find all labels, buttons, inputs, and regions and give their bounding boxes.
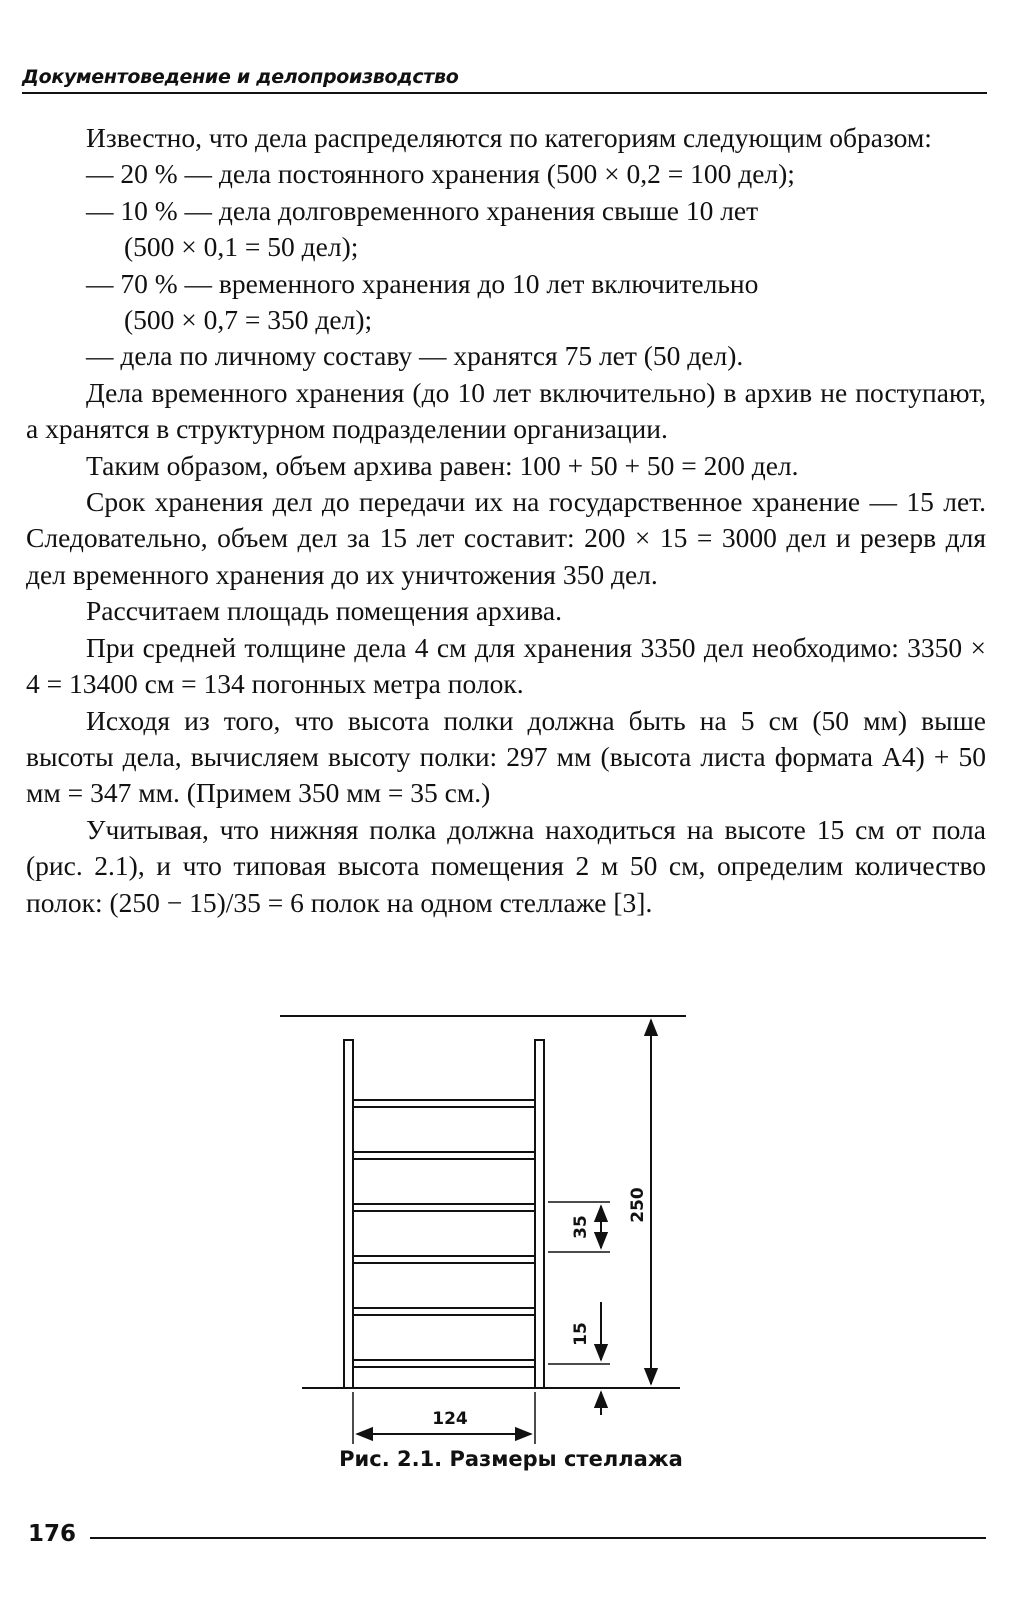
paragraph: Исходя из того, что высота полки должна быть на 5 см (50 мм) выше высоты дела, вычисляем высоту полки: 297 мм (высота листа формата А4) + 50 мм = 347 мм. (Примем 350 мм = 35 см.) xyxy=(26,704,986,809)
paragraph: При средней толщине дела 4 см для хранения 3350 дел необходимо: 3350 × 4 = 13400 см = 134 погонных метра полок. xyxy=(26,631,986,700)
dim-shelf-spacing-label: 35 xyxy=(571,1215,591,1239)
list-item: — 20 % — дела постоянного хранения (500 × 0,2 = 100 дел); xyxy=(86,158,795,190)
paragraph: Дела временного хранения (до 10 лет включительно) в архив не поступают, а хранятся в структурном подразделении организации. xyxy=(26,376,986,445)
page-footer xyxy=(24,1517,986,1557)
figure-caption: Рис. 2.1. Размеры стеллажа xyxy=(339,1447,683,1471)
paragraph: Учитывая, что нижняя полка должна находиться на высоте 15 см от пола (рис. 2.1), и что типовая высота помещения 2 м 50 см, определим количество полок: (250 − 15)/35 = 6 полок на одном стеллаже [3]. xyxy=(26,813,986,918)
paragraph: Рассчитаем площадь помещения архива. xyxy=(86,595,562,627)
paragraph: Срок хранения дел до передачи их на государственное хранение — 15 лет. Следовательно, объем дел за 15 лет составит: 200 × 15 = 3000 дел и резерв для дел временного хранения до их уничтожения 350 дел. xyxy=(26,486,986,590)
shelves xyxy=(353,1100,535,1367)
body-text xyxy=(26,120,986,921)
page-number: 176 xyxy=(28,1521,77,1547)
right-upright xyxy=(535,1040,544,1388)
list-item-continuation: (500 × 0,7 = 350 дел); xyxy=(124,304,373,336)
shelf xyxy=(353,1360,535,1367)
shelf xyxy=(353,1152,535,1159)
list-item: — 70 % — временного хранения до 10 лет включительно xyxy=(86,267,759,299)
shelf xyxy=(353,1308,535,1315)
footer-rule xyxy=(90,1537,986,1539)
shelf xyxy=(353,1256,535,1263)
shelf xyxy=(353,1204,535,1211)
paragraph-intro: Известно, что дела распределяются по категориям следующим образом: xyxy=(86,122,932,153)
list-item: — 10 % — дела долговременного хранения свыше 10 лет xyxy=(86,194,759,226)
shelf-figure xyxy=(280,1010,700,1460)
running-header xyxy=(22,58,987,94)
list-item-continuation: (500 × 0,1 = 50 дел); xyxy=(124,231,359,263)
dim-total-height-label: 250 xyxy=(628,1187,648,1223)
left-upright xyxy=(344,1040,353,1388)
dim-width-label: 124 xyxy=(432,1409,468,1429)
header-title: Документоведение и делопроизводство xyxy=(22,66,459,88)
paragraph: Таким образом, объем архива равен: 100 + 50 + 50 = 200 дел. xyxy=(86,449,799,481)
list-item: — дела по личному составу — хранятся 75 лет (50 дел). xyxy=(86,340,744,372)
shelf-diagram xyxy=(280,1010,700,1460)
dim-bottom-offset-label: 15 xyxy=(571,1322,591,1346)
shelf xyxy=(353,1100,535,1107)
